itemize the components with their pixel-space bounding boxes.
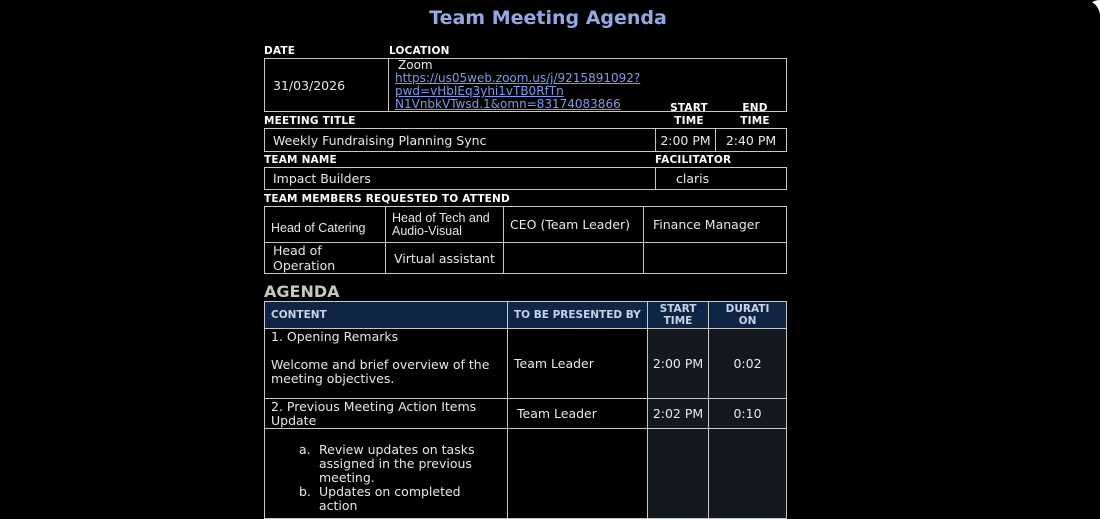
member-name-line-1: Head of Tech and [392,210,490,225]
agenda-start-cell[interactable]: 2:02 PM [648,399,709,429]
team-table [264,167,787,190]
column-presenter: TO BE PRESENTED BY [508,302,648,329]
subitem-line: Review updates on tasks [319,442,475,457]
member-cell[interactable] [504,243,644,274]
agenda-sublist [271,443,501,513]
member-cell[interactable]: Head of Operation [265,243,386,274]
column-content: CONTENT [265,302,508,329]
members-label: TEAM MEMBERS REQUESTED TO ATTEND [264,193,510,205]
team-name-value[interactable]: Impact Builders [265,168,656,190]
column-start-line-1: START [659,303,697,315]
column-duration-line-1: DURATI [725,303,770,315]
agenda-item-desc-line-2: meeting objectives. [271,371,395,386]
page-title: Team Meeting Agenda [429,7,667,29]
member-cell[interactable] [265,207,386,243]
member-cell[interactable]: CEO (Team Leader) [504,207,644,243]
agenda-content-cell[interactable] [265,429,508,519]
start-time-label [655,102,723,128]
subitem-line: meeting. [319,470,375,485]
end-time-label-2: TIME [740,115,770,127]
meeting-title-table [264,128,787,152]
member-cell[interactable] [386,207,504,243]
zoom-link[interactable] [395,71,640,111]
agenda-item-desc-line-1: Welcome and brief overview of the [271,357,490,372]
agenda-row [265,399,787,429]
facilitator-label: FACILITATOR [655,154,732,166]
members-table [264,206,787,274]
column-start-time [648,302,709,329]
agenda-duration-cell[interactable]: 0:10 [709,399,787,429]
window-edge-inner [1084,0,1100,502]
agenda-item-title: 1. Opening Remarks [271,329,399,344]
location-name: Zoom [398,58,433,72]
agenda-duration-cell[interactable] [709,429,787,519]
agenda-subitem [299,485,501,513]
agenda-subitem [299,443,501,485]
location-label: LOCATION [389,45,450,57]
agenda-table [264,301,787,519]
agenda-presenter-cell[interactable]: Team Leader [508,329,648,399]
agenda-presenter-cell[interactable]: Team Leader [508,399,648,429]
zoom-link-line-1: https://us05web.zoom.us/j/9215891092?pwd=vHbIEq3yhi1vTB0RfTn [395,71,641,98]
date-value[interactable]: 31/03/2026 [265,59,389,112]
agenda-item-title-line-1: 2. Previous Meeting Action Items [271,398,477,414]
member-name: Head of Catering [271,220,366,235]
end-time-value[interactable]: 2:40 PM [716,129,787,152]
agenda-start-cell[interactable] [648,429,709,519]
end-time-label [723,102,787,128]
end-time-label-1: END [742,102,768,114]
agenda-item-title-line-2: Update [271,412,317,428]
subitem-marker: b. [299,484,311,499]
agenda-row [265,429,787,519]
subitem-line: Updates on completed action [319,484,461,513]
agenda-start-cell[interactable]: 2:00 PM [648,329,709,399]
agenda-content-cell[interactable] [265,399,508,429]
date-label: DATE [264,45,296,57]
column-duration [709,302,787,329]
agenda-content-cell[interactable] [265,329,508,399]
facilitator-value[interactable]: claris [656,168,787,190]
agenda-duration-cell[interactable]: 0:02 [709,329,787,399]
subitem-marker: a. [299,442,311,457]
team-name-label: TEAM NAME [264,154,337,166]
member-name-line-2: Audio-Visual [392,223,462,238]
subitem-line: assigned in the previous [319,456,472,471]
zoom-link-line-2: N1VnbkVTwsd.1&omn=83174083866 [395,97,621,111]
member-cell[interactable] [644,243,787,274]
column-start-line-2: TIME [663,315,693,327]
meeting-title-value[interactable]: Weekly Fundraising Planning Sync [265,129,656,152]
agenda-header-row [265,302,787,329]
agenda-heading: AGENDA [264,282,340,301]
start-time-value[interactable]: 2:00 PM [656,129,716,152]
agenda-presenter-cell[interactable] [508,429,648,519]
member-cell[interactable]: Finance Manager [644,207,787,243]
member-cell[interactable]: Virtual assistant [386,243,504,274]
agenda-row [265,329,787,399]
start-time-label-2: TIME [674,115,704,127]
meeting-title-label: MEETING TITLE [264,115,356,127]
column-duration-line-2: ON [738,315,757,327]
start-time-label-1: START [670,102,708,114]
